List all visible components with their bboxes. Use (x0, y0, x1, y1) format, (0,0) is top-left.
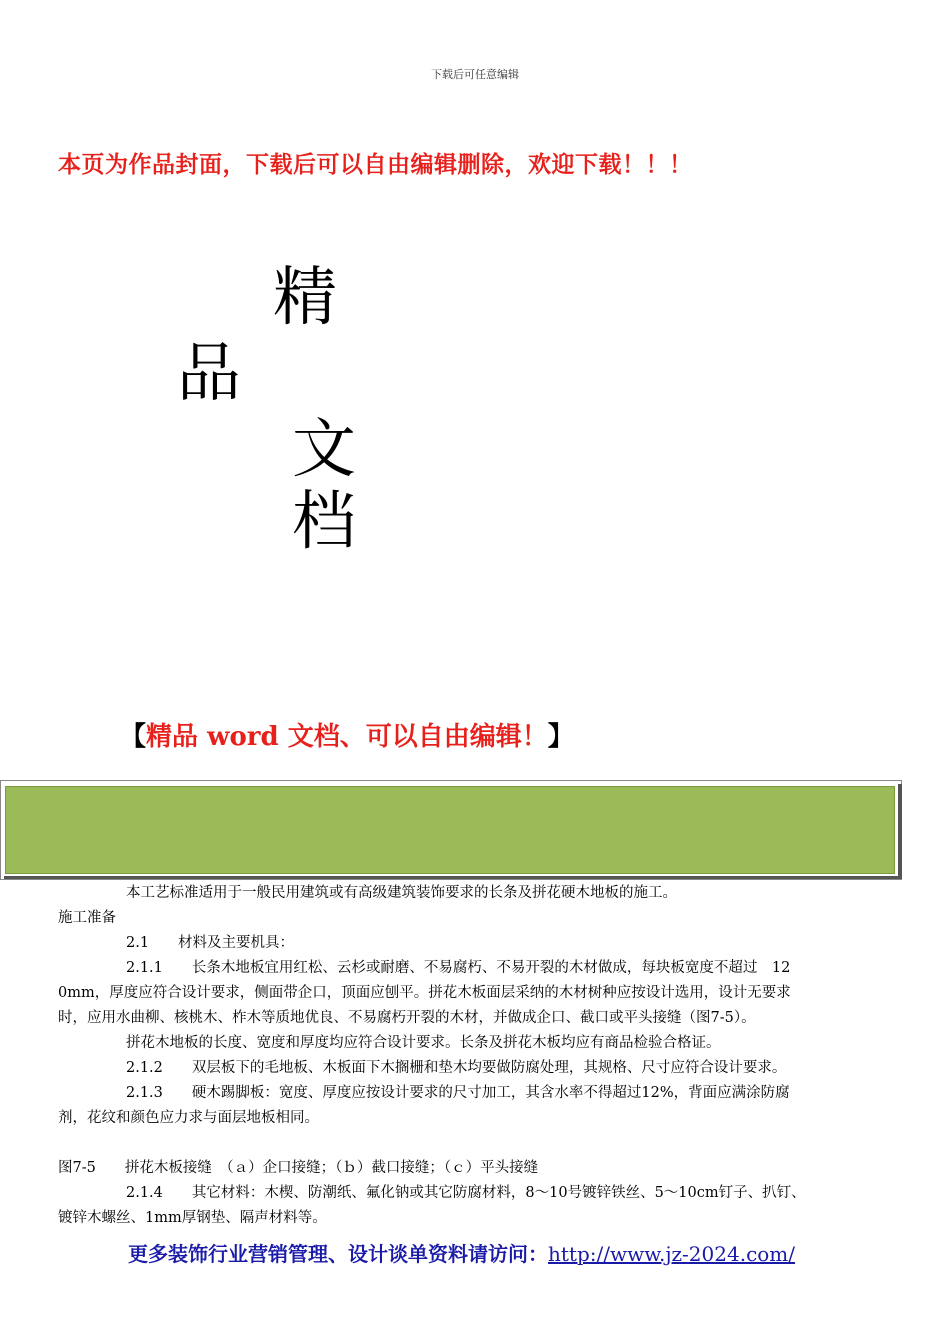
footer-promo (128, 1238, 795, 1267)
clause-2-1: 2.1 材料及主要机具： (126, 935, 295, 951)
cover-char-pin: 品 (177, 337, 241, 411)
section-title: 施工准备 (58, 910, 116, 926)
green-box-shadow-right (898, 784, 902, 879)
header-note: 下载后可任意编辑 (431, 68, 519, 81)
clause-2-1-1-line1: 2.1.1 长条木地板宜用红松、云杉或耐磨、不易腐朽、不易开裂的木材做成，每块板宽度不超过 12 (126, 960, 791, 976)
clause-2-1-2: 2.1.2 双层板下的毛地板、木板面下木搁栅和垫木均要做防腐处理，其规格、尺寸应符合设计要求。 (126, 1060, 787, 1076)
clause-2-1-1-line2: 0mm，厚度应符合设计要求，侧面带企口，顶面应刨平。拼花木板面层采纳的木材树种应按设计选用，设计无要求 (58, 985, 791, 1001)
cover-char-jing: 精 (273, 261, 337, 335)
cover-char-dang: 档 (292, 485, 356, 559)
banner-text: 精品 word 文档、可以自由编辑！ (146, 722, 548, 752)
footer-url-link[interactable]: http://www.jz-2024.com/ (548, 1242, 796, 1266)
clause-2-1-1-line3: 时，应用水曲柳、核桃木、柞木等质地优良、不易腐朽开裂的木材，并做成企口、截口或平头接缝（图7-5）。 (58, 1010, 756, 1026)
clause-2-1-3-line2: 剂，花纹和颜色应力求与面层地板相同。 (58, 1110, 319, 1126)
banner-close-bracket: 】 (547, 722, 574, 752)
clause-2-1-4-line2: 镀锌木螺丝、1mm厚钢垫、隔声材料等。 (58, 1210, 327, 1226)
green-box-shadow-bottom (4, 876, 902, 879)
cover-char-wen: 文 (292, 413, 356, 487)
cover-notice: 本页为作品封面，下载后可以自由编辑删除，欢迎下载！！！ (58, 152, 693, 178)
blank-line (58, 1131, 888, 1156)
clause-2-1-4-line1: 2.1.4 其它材料：木楔、防潮纸、氟化钠或其它防腐材料，8～10号镀锌铁丝、5～10cm钉子、扒钉、 (126, 1185, 806, 1201)
intro-paragraph: 本工艺标准适用于一般民用建筑或有高级建筑装饰要求的长条及拼花硬木地板的施工。 (126, 885, 677, 901)
document-body (58, 881, 888, 1231)
green-title-box (5, 786, 895, 874)
footer-text: 更多装饰行业营销管理、设计谈单资料请访问： (128, 1242, 548, 1266)
clause-2-1-3-line1: 2.1.3 硬木踢脚板：宽度、厚度应按设计要求的尺寸加工，其含水率不得超过12%，背面应满涂防腐 (126, 1085, 790, 1101)
figure-caption: 图7-5 拼花木板接缝 （ａ）企口接缝；（ｂ）截口接缝；（ｃ）平头接缝 (58, 1160, 539, 1176)
clause-2-1-1-line4: 拼花木地板的长度、宽度和厚度均应符合设计要求。长条及拼花木板均应有商品检验合格证。 (126, 1035, 721, 1051)
word-banner (120, 716, 574, 753)
banner-open-bracket: 【 (120, 722, 147, 752)
